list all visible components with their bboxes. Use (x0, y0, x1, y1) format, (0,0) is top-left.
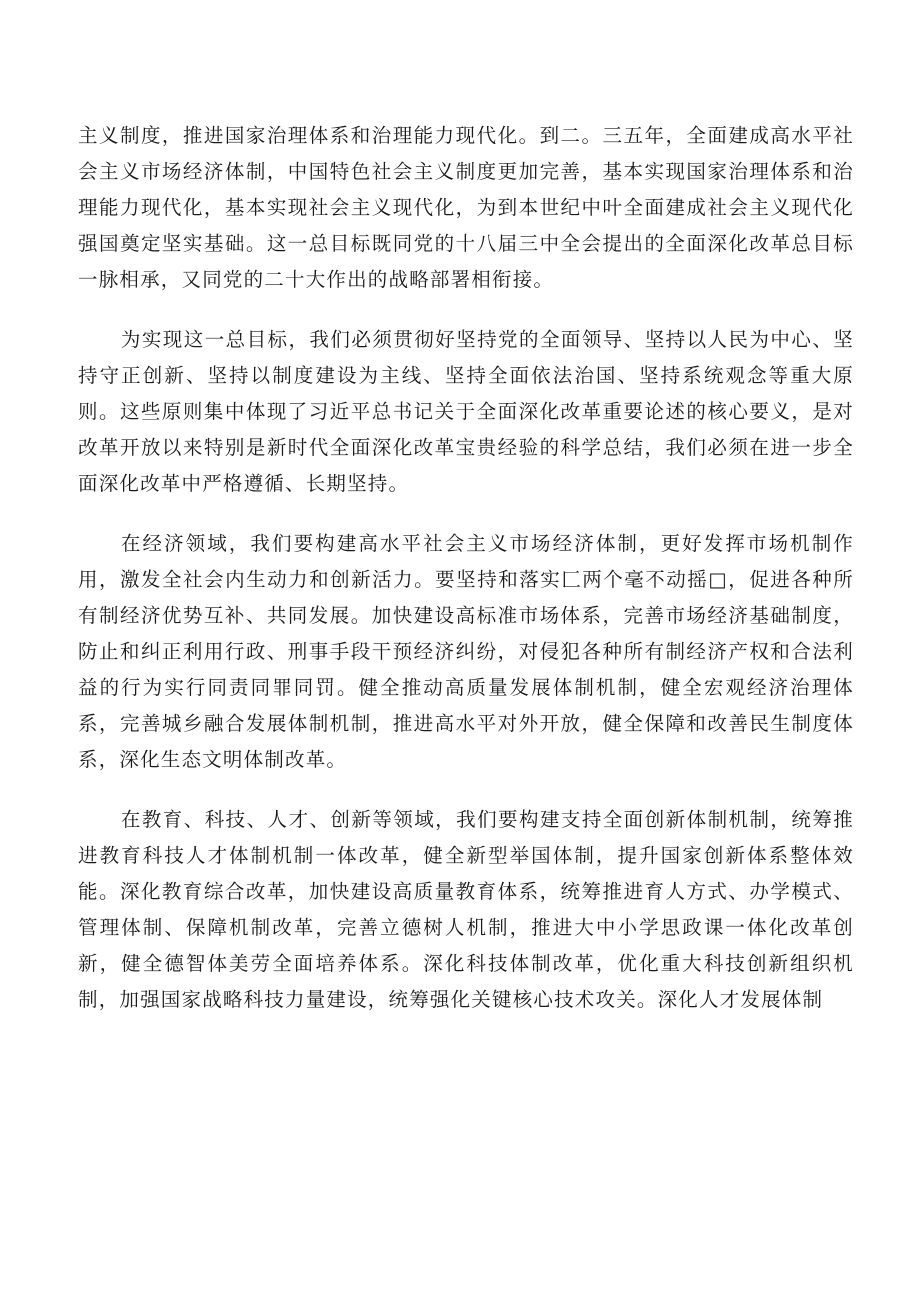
paragraph-economy: 在经济领域，我们要构建高水平社会主义市场经济体制，更好发挥市场机制作用，激发全社会内生动力和创新活力。要坚持和落实匚两个毫不动摇□，促进各种所有制经济优势互补、共同发展。加快建设高标准市场体系，完善市场经济基础制度，防止和纠正利用行政、刑事手段干预经济纠纷，对侵犯各种所有制经济产权和合法利益的行为实行同责同罪同罚。健全推动高质量发展体制机制，健全宏观经济治理体系，完善城乡融合发展体制机制，推进高水平对外开放，健全保障和改善民生制度体系，深化生态文明体制改革。 (78, 532, 854, 771)
paragraph-continuation: 主义制度，推进国家治理体系和治理能力现代化。到二。三五年，全面建成高水平社会主义市场经济体制，中国特色社会主义制度更加完善，基本实现国家治理体系和治理能力现代化，基本实现社会主义现代化，为到本世纪中叶全面建成社会主义现代化强国奠定坚实基础。这一总目标既同党的十八届三中全会提出的全面深化改革总目标一脉相承，又同党的二十大作出的战略部署相衔接。 (78, 124, 854, 291)
paragraph-principles: 为实现这一总目标，我们必须贯彻好坚持党的全面领导、坚持以人民为中心、坚持守正创新、坚持以制度建设为主线、坚持全面依法治国、坚持系统观念等重大原则。这些原则集中体现了习近平总书记关于全面深化改革重要论述的核心要义，是对改革开放以来特别是新时代全面深化改革宝贵经验的科学总结，我们必须在进一步全面深化改革中严格遵循、长期坚持。 (78, 328, 854, 495)
paragraph-education-technology: 在教育、科技、人才、创新等领域，我们要构建支持全面创新体制机制，统筹推进教育科技人才体制机制一体改革，健全新型举国体制，提升国家创新体系整体效能。深化教育综合改革，加快建设高质量教育体系，统筹推进育人方式、办学模式、管理体制、保障机制改革，完善立德树人机制，推进大中小学思政课一体化改革创新，健全德智体美劳全面培养体系。深化科技体制改革，优化重大科技创新组织机制，加强国家战略科技力量建设，统筹强化关键核心技术攻关。深化人才发展体制 (78, 808, 854, 1011)
document-body (78, 118, 854, 1042)
